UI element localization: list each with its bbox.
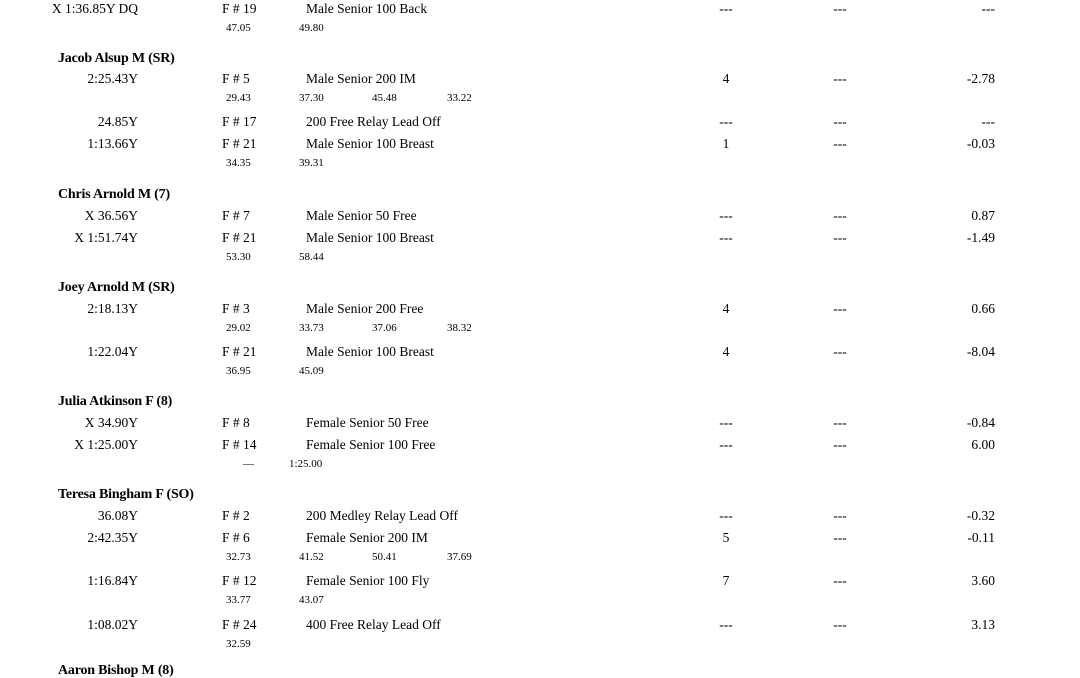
points: --- (833, 230, 847, 245)
place: 1 (722, 136, 730, 151)
event-name: Male Senior 50 Free (306, 208, 417, 223)
heat-flag: F # 19 (222, 1, 257, 16)
swim-time: X 1:36.85Y DQ (51, 1, 138, 16)
split-time: 47.05 (226, 22, 251, 34)
points: --- (833, 301, 847, 316)
split-time: 29.02 (226, 322, 251, 334)
points: --- (833, 508, 847, 523)
heat-flag: F # 24 (222, 617, 257, 632)
heat-flag: F # 21 (222, 136, 257, 151)
swimmer-name: Joey Arnold M (SR) (58, 280, 175, 295)
heat-flag: F # 17 (222, 114, 257, 129)
points: --- (833, 617, 847, 632)
heat-flag: F # 14 (222, 437, 257, 452)
swim-time: 2:18.13Y (87, 301, 138, 316)
time-difference: -2.78 (966, 71, 995, 86)
time-difference: -8.04 (966, 344, 995, 359)
points: --- (833, 573, 847, 588)
points: --- (833, 71, 847, 86)
split-time: 50.41 (372, 551, 397, 563)
place: --- (719, 415, 733, 430)
swim-time: X 34.90Y (84, 415, 138, 430)
swimmer-name: Teresa Bingham F (SO) (58, 487, 194, 502)
time-difference: 3.13 (971, 617, 995, 632)
swimmer-name: Julia Atkinson F (8) (58, 394, 173, 409)
time-difference: 0.87 (971, 208, 995, 223)
event-name: Female Senior 100 Free (306, 437, 436, 452)
heat-flag: F # 3 (222, 301, 250, 316)
place: --- (719, 1, 733, 16)
swimmer-name: Aaron Bishop M (8) (58, 663, 174, 678)
swim-time: 24.85Y (97, 114, 138, 129)
split-time: 49.80 (299, 22, 324, 34)
place: --- (719, 508, 733, 523)
place: 7 (722, 573, 730, 588)
swim-time: 1:22.04Y (87, 344, 138, 359)
swim-time: 2:42.35Y (87, 530, 138, 545)
swim-time: X 36.56Y (84, 208, 138, 223)
time-difference: -0.11 (967, 530, 995, 545)
swim-time: 2:25.43Y (87, 71, 138, 86)
place: --- (719, 617, 733, 632)
split-time: 58.44 (299, 251, 324, 263)
event-name: 400 Free Relay Lead Off (306, 617, 441, 632)
split-time: 53.30 (226, 251, 251, 263)
swimmer-name: Chris Arnold M (7) (58, 187, 170, 202)
event-name: Male Senior 100 Breast (306, 344, 434, 359)
place: 4 (722, 71, 730, 86)
swim-time: X 1:25.00Y (74, 437, 138, 452)
place: --- (719, 208, 733, 223)
split-time: 33.77 (226, 594, 251, 606)
split-time: 41.52 (299, 551, 324, 563)
place: --- (719, 437, 733, 452)
time-difference: 3.60 (971, 573, 995, 588)
split-time: 37.06 (372, 322, 397, 334)
points: --- (833, 344, 847, 359)
heat-flag: F # 2 (222, 508, 250, 523)
time-difference: -1.49 (966, 230, 995, 245)
time-difference: --- (981, 1, 995, 16)
swim-time: 1:16.84Y (87, 573, 138, 588)
split-time: — (243, 458, 254, 470)
place: 4 (722, 344, 730, 359)
event-name: Male Senior 200 Free (306, 301, 424, 316)
place: 5 (722, 530, 730, 545)
split-time: 45.09 (299, 365, 324, 377)
points: --- (833, 136, 847, 151)
event-name: Female Senior 100 Fly (306, 573, 430, 588)
split-time: 1:25.00 (289, 458, 323, 470)
split-time: 34.35 (226, 157, 251, 169)
split-time: 39.31 (299, 157, 324, 169)
event-name: Female Senior 50 Free (306, 415, 429, 430)
place: --- (719, 230, 733, 245)
time-difference: -0.84 (966, 415, 995, 430)
split-time: 45.48 (372, 92, 397, 104)
event-name: 200 Medley Relay Lead Off (306, 508, 458, 523)
time-difference: -0.32 (966, 508, 995, 523)
heat-flag: F # 12 (222, 573, 257, 588)
event-name: Male Senior 200 IM (306, 71, 416, 86)
points: --- (833, 1, 847, 16)
event-name: Female Senior 200 IM (306, 530, 428, 545)
split-time: 36.95 (226, 365, 251, 377)
split-time: 37.30 (299, 92, 324, 104)
split-time: 29.43 (226, 92, 251, 104)
time-difference: 6.00 (971, 437, 995, 452)
points: --- (833, 530, 847, 545)
split-time: 37.69 (447, 551, 472, 563)
event-name: 200 Free Relay Lead Off (306, 114, 441, 129)
heat-flag: F # 21 (222, 344, 257, 359)
time-difference: -0.03 (966, 136, 995, 151)
swim-time: X 1:51.74Y (74, 230, 138, 245)
event-name: Male Senior 100 Breast (306, 230, 434, 245)
time-difference: --- (981, 114, 995, 129)
heat-flag: F # 21 (222, 230, 257, 245)
swim-time: 1:13.66Y (87, 136, 138, 151)
points: --- (833, 437, 847, 452)
split-time: 32.59 (226, 638, 251, 650)
event-name: Male Senior 100 Back (306, 1, 428, 16)
split-time: 33.22 (447, 92, 472, 104)
split-time: 43.07 (299, 594, 324, 606)
swim-time: 1:08.02Y (87, 617, 138, 632)
heat-flag: F # 7 (222, 208, 250, 223)
place: --- (719, 114, 733, 129)
points: --- (833, 415, 847, 430)
place: 4 (722, 301, 730, 316)
swim-time: 36.08Y (97, 508, 138, 523)
points: --- (833, 114, 847, 129)
swimmer-name: Jacob Alsup M (SR) (58, 51, 175, 66)
points: --- (833, 208, 847, 223)
split-time: 32.73 (226, 551, 251, 563)
heat-flag: F # 8 (222, 415, 250, 430)
time-difference: 0.66 (971, 301, 995, 316)
heat-flag: F # 5 (222, 71, 250, 86)
split-time: 38.32 (447, 322, 472, 334)
heat-flag: F # 6 (222, 530, 250, 545)
split-time: 33.73 (299, 322, 324, 334)
event-name: Male Senior 100 Breast (306, 136, 434, 151)
